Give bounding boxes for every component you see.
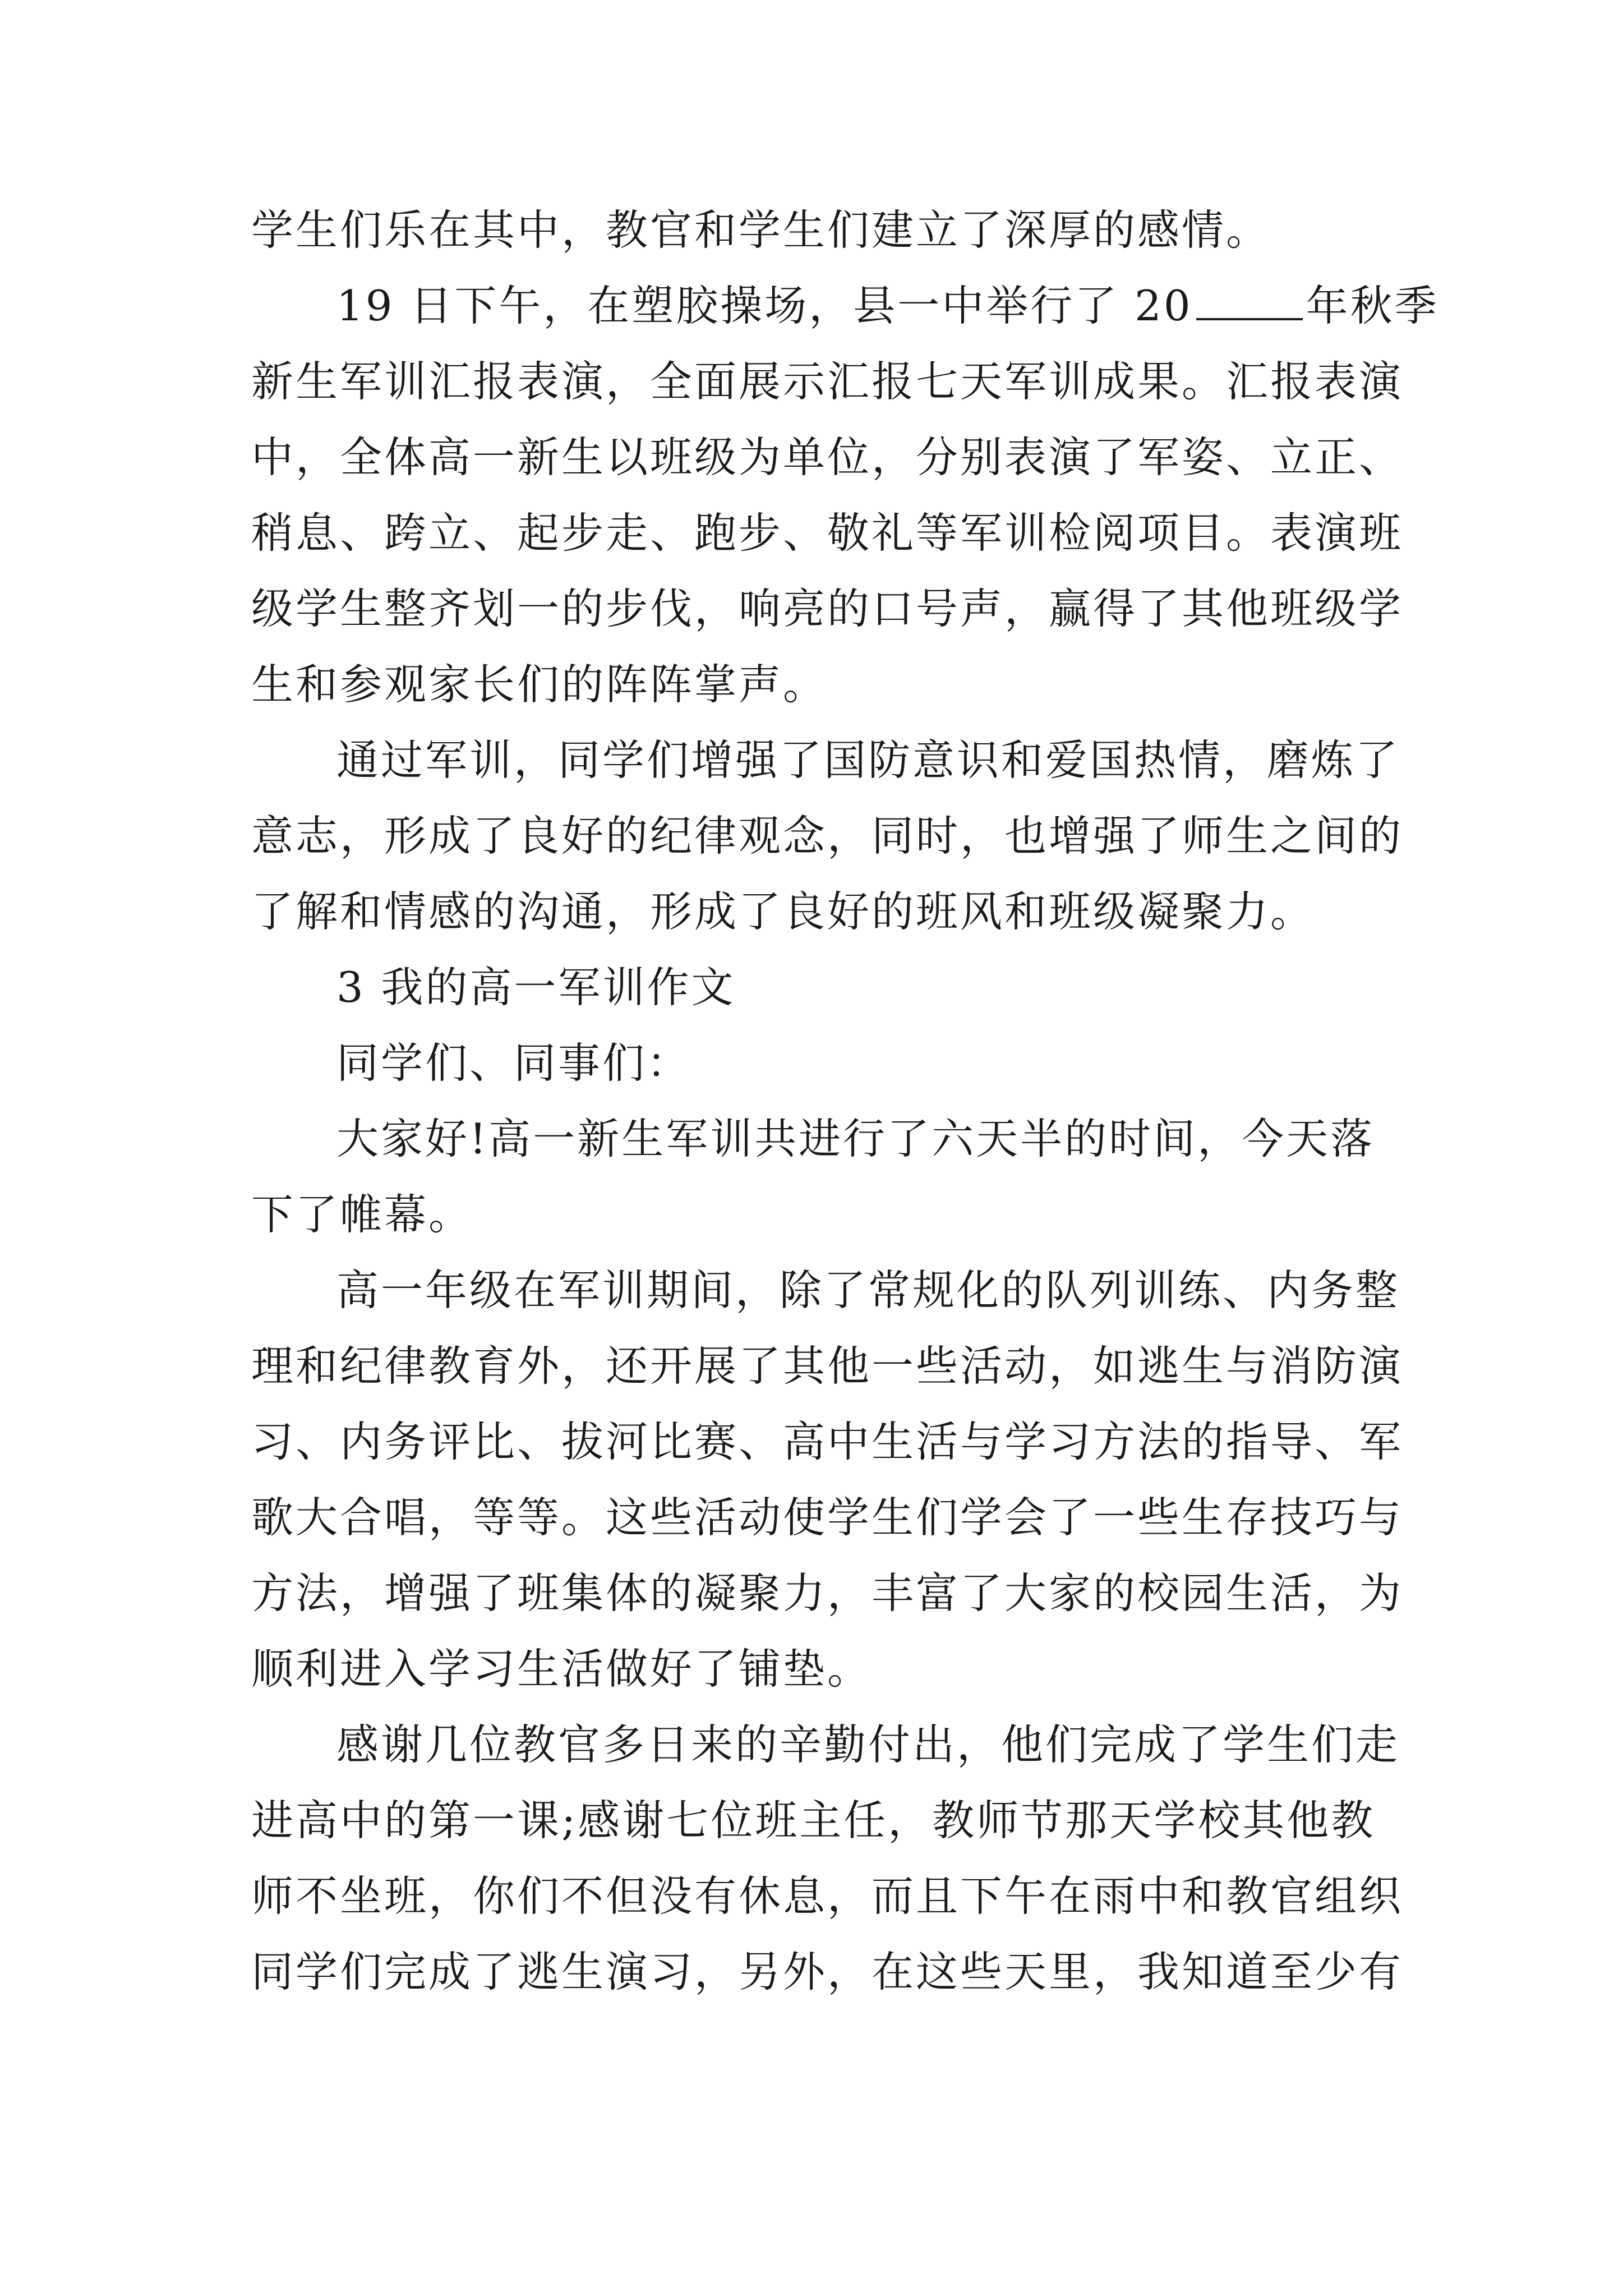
- text-line: 新生军训汇报表演，全面展示汇报七天军训成果。汇报表演: [251, 357, 1404, 406]
- section-heading: 3 我的高一军训作文: [336, 963, 736, 1012]
- fill-in-blank: [1196, 281, 1303, 320]
- text-line: 级学生整齐划一的步伐，响亮的口号声，赢得了其他班级学: [251, 584, 1404, 633]
- text-line: 顺利进入学习生活做好了铺垫。: [251, 1644, 872, 1694]
- text-line: 进高中的第一课;感谢七位班主任，教师节那天学校其他教: [251, 1796, 1376, 1845]
- text-line: 师不坐班，你们不但没有休息，而且下午在雨中和教官组织: [251, 1871, 1404, 1921]
- text-line: 学生们乐在其中，教官和学生们建立了深厚的感情。: [251, 205, 1271, 255]
- text-segment: 年秋季: [1306, 281, 1439, 330]
- text-line: 高一年级在军训期间，除了常规化的队列训练、内务整: [336, 1266, 1400, 1315]
- text-line: 同学们、同事们：: [336, 1038, 691, 1088]
- text-line: 理和纪律教育外，还开展了其他一些活动，如逃生与消防演: [251, 1341, 1404, 1391]
- text-line: 习、内务评比、拔河比赛、高中生活与学习方法的指导、军: [251, 1417, 1404, 1466]
- text-line: 中，全体高一新生以班级为单位，分别表演了军姿、立正、: [251, 432, 1404, 482]
- text-line: 通过军训，同学们增强了国防意识和爱国热情，磨炼了: [336, 735, 1400, 785]
- text-line: 稍息、跨立、起步走、跑步、敬礼等军训检阅项目。表演班: [251, 508, 1404, 558]
- text-line: 同学们完成了逃生演习，另外，在这些天里，我知道至少有: [251, 1947, 1404, 1996]
- text-line: [336, 278, 1439, 334]
- text-line: 感谢几位教官多日来的辛勤付出，他们完成了学生们走: [336, 1720, 1400, 1769]
- text-segment: 19 日下午，在塑胶操场，县一中举行了 20: [336, 281, 1193, 330]
- text-line: 生和参观家长们的阵阵掌声。: [251, 660, 828, 709]
- text-line: 大家好!高一新生军训共进行了六天半的时间，今天落: [336, 1114, 1375, 1163]
- text-line: 方法，增强了班集体的凝聚力，丰富了大家的校园生活，为: [251, 1568, 1404, 1618]
- text-line: 意志，形成了良好的纪律观念，同时，也增强了师生之间的: [251, 811, 1404, 861]
- text-line: 下了帷幕。: [251, 1190, 473, 1239]
- text-line: 了解和情感的沟通，形成了良好的班风和班级凝聚力。: [251, 887, 1315, 936]
- text-line: 歌大合唱，等等。这些活动使学生们学会了一些生存技巧与: [251, 1493, 1404, 1542]
